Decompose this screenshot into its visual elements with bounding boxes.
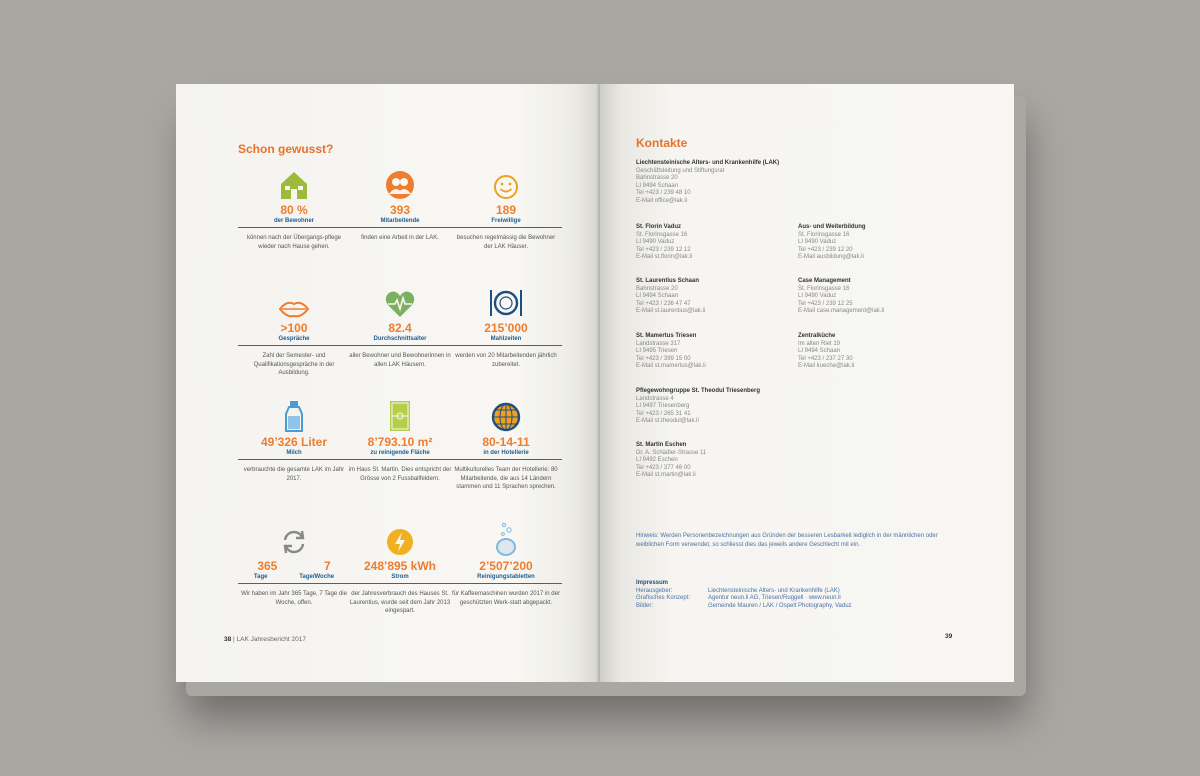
impressum-row: [636, 588, 852, 596]
impressum-key: Bilder:: [636, 602, 654, 609]
stat-desc: werden von 20 Mitarbeitenden jährlich zubereitet.: [455, 353, 557, 368]
stat-value: 215’000: [484, 321, 528, 335]
stat-volunteers: [446, 166, 566, 251]
milk-bottle-icon: [234, 398, 354, 432]
stat-label: [238, 573, 350, 584]
impressum-row: [636, 603, 852, 611]
page-title: Schon gewusst?: [238, 142, 334, 156]
house-icon: [234, 166, 354, 200]
contact-line: Tel +423 / 399 15 00: [636, 355, 691, 362]
contact-line: Landstrasse 4: [636, 395, 674, 402]
stat-desc: besuchen regelmässig die Bewohner der LAK Häuser.: [456, 235, 556, 250]
stat-label: Strom: [344, 573, 456, 584]
stat-average-age: [340, 284, 460, 369]
stat-label: Mahlzeiten: [450, 335, 562, 346]
contact-line: Landstrasse 317: [636, 340, 681, 347]
lightning-icon: [340, 522, 460, 556]
stat-label-week: Tage/Woche: [299, 574, 335, 580]
stat-value: 49’326 Liter: [260, 435, 328, 449]
stat-talks: [234, 284, 354, 378]
page-number: 38: [224, 636, 232, 643]
stat-desc: für Kaffeemaschinen wurden 2017 in der geschützten Werk-statt abgepackt.: [452, 591, 560, 606]
contact-line: E-Mail st.martin@lak.li: [636, 472, 696, 479]
hint-note: Hinweis: Werden Personenbezeichnungen aus Gründen der besseren Lesbarkeit lediglich in der männlichen oder weiblichen Form verwendet, so schliesst dies das jeweils andere Geschlecht mit ein.: [636, 533, 938, 548]
contact-name: Case Management: [798, 278, 851, 284]
impressum-heading: Impressum: [636, 580, 669, 586]
stat-label: Freiwillige: [450, 217, 562, 228]
contact-line: LI 9495 Triesen: [636, 348, 678, 355]
contact-line: St. Florinsgasse 16: [798, 285, 850, 292]
contact-line: LI 9490 Vaduz: [636, 239, 675, 246]
page-title: Kontakte: [636, 136, 688, 150]
contact-line: Tel +423 / 239 48 10: [636, 190, 691, 197]
footer-separator: |: [233, 636, 235, 643]
contact-block-st-martin: [636, 442, 816, 480]
contact-name: Liechtensteinische Alters- und Krankenhilfe (LAK): [636, 160, 780, 166]
contact-line: LI 9492 Eschen: [636, 457, 678, 464]
contact-line: Geschäftsleitung und Stiftungsrat: [636, 167, 725, 174]
lips-icon: [234, 284, 354, 318]
stat-label-days: Tage: [253, 574, 268, 580]
contact-line: Bahnstrasse 20: [636, 285, 678, 292]
stat-label: in der Hotellerie: [450, 449, 562, 460]
contact-line: St. Florinsgasse 16: [636, 231, 688, 238]
contact-line: E-Mail kueche@lak.li: [798, 363, 855, 370]
stat-desc: Wir haben im Jahr 365 Tage, 7 Tage die Woche, offen.: [241, 591, 347, 606]
contact-name: St. Laurentius Schaan: [636, 278, 700, 284]
plate-cutlery-icon: [446, 284, 566, 318]
stat-value: 8’793.10 m²: [367, 435, 433, 449]
stat-label: der Bewohner: [238, 217, 350, 228]
contact-block-st-theodul: [636, 388, 836, 426]
smiley-icon: [446, 166, 566, 200]
contact-line: Tel +423 / 377 46 00: [636, 464, 691, 471]
stat-desc: Zahl der Semester- und Qualifikationsgespräche in der Ausbildung.: [253, 353, 335, 376]
stat-hotellerie: [446, 398, 566, 492]
stat-cleaning-tablets: [446, 522, 566, 607]
football-field-icon: [340, 398, 460, 432]
impressum-value: Liechtensteinische Alters- und Krankenhilfe (LAK): [708, 587, 840, 594]
stat-desc: finden eine Arbeit in der LAK.: [361, 235, 439, 241]
contact-line: Tel +423 / 237 27 30: [798, 355, 853, 362]
contact-line: Bahnstrasse 20: [636, 175, 678, 182]
contact-name: Pflegewohngruppe St. Theodul Triesenberg: [636, 388, 761, 394]
stat-label: Gespräche: [238, 335, 350, 346]
contact-block-lak: [636, 160, 836, 206]
stat-desc: der Jahresverbrauch des Hauses St. Laurentius, wurde seit dem Jahr 2013 eingespart.: [349, 591, 451, 614]
stat-desc: im Haus St. Martin. Dies entspricht der Grösse von 2 Fussballfeldern.: [348, 467, 452, 482]
contact-line: E-Mail case.management@lak.li: [798, 308, 885, 315]
contact-block-st-mamertus: [636, 333, 816, 371]
contact-line: Dr. A. Schädler-Strasse 11: [636, 449, 707, 456]
contact-block-st-florin: [636, 224, 816, 262]
impressum-value: Gemeinde Mauren / LAK / Ospelt Photography, Vaduz: [708, 602, 852, 609]
contact-line: LI 9490 Vaduz: [798, 239, 837, 246]
contact-line: E-Mail st.florin@lak.li: [636, 254, 693, 261]
contact-name: St. Martin Eschen: [636, 442, 687, 448]
stat-value: 80 %: [280, 203, 308, 217]
impressum-value: Agentur neun.li AG, Triesen/Ruggell · www.neun.li: [708, 595, 841, 602]
contact-line: Tel +423 / 239 12 20: [798, 246, 853, 253]
stat-label: zu reinigende Fläche: [344, 449, 456, 460]
stat-milk: [234, 398, 354, 483]
right-page: [600, 84, 1014, 682]
contact-block-st-laurentius: [636, 278, 816, 316]
contact-name: St. Mamertus Triesen: [636, 333, 697, 339]
contact-line: E-Mail st.mamertus@lak.li: [636, 363, 706, 370]
left-page: [176, 84, 600, 682]
stat-residents: [234, 166, 354, 251]
stat-desc: Multikulturelles Team der Hotellerie: 80 Mitarbeitende, die aus 14 Ländern stammen und 11 Sprachen sprechen.: [454, 467, 558, 490]
stat-value: 2’507’200: [479, 559, 533, 573]
impressum-key: Grafisches Konzept:: [636, 595, 691, 602]
stat-employees: [340, 166, 460, 243]
contact-block-ausbildung: [798, 224, 978, 262]
contact-line: LI 9494 Schaan: [636, 293, 679, 300]
contact-line: E-Mail office@lak.li: [636, 197, 687, 204]
stat-value: 393: [389, 203, 411, 217]
contact-block-zentralkueche: [798, 333, 978, 371]
stat-desc: aller Bewohner und Bewohnerinnen in allen LAK Häusern.: [349, 353, 451, 368]
contact-line: Tel +423 / 265 31 41: [636, 410, 691, 417]
contact-line: Tel +423 / 239 12 12: [636, 246, 691, 253]
contact-name: Aus- und Weiterbildung: [798, 224, 866, 230]
stat-electricity: [340, 522, 460, 616]
contact-line: E-Mail st.laurentius@lak.li: [636, 308, 706, 315]
cycle-arrows-icon: [234, 522, 354, 556]
globe-icon: [446, 398, 566, 432]
people-icon: [340, 166, 460, 200]
impressum-key: Herausgeber:: [636, 587, 673, 594]
contact-line: LI 9497 Triesenberg: [636, 403, 690, 410]
stat-value-days: 365: [257, 559, 278, 573]
contact-line: Tel +423 / 239 12 25: [798, 300, 853, 307]
stat-desc: können nach der Übergangs-pflege wieder nach Hause gehen.: [246, 235, 342, 250]
contact-line: LI 9494 Schaan: [636, 182, 679, 189]
impressum: [636, 580, 852, 610]
stat-label: Reinigungstabletten: [450, 573, 562, 584]
stat-value: >100: [280, 321, 308, 335]
contact-block-case-management: [798, 278, 978, 316]
stat-value: 80-14-11: [482, 435, 530, 449]
stat-value-week: 7: [323, 559, 331, 573]
contact-line: Im alten Riet 19: [798, 340, 841, 347]
stat-value: 82.4: [388, 321, 412, 335]
stat-desc: verbrauchte die gesamte LAK im Jahr 2017.: [243, 467, 345, 482]
stat-label: Milch: [238, 449, 350, 460]
page-footer: [224, 636, 306, 643]
contact-line: E-Mail st.theodul@lak.li: [636, 418, 699, 425]
contact-line: LI 9494 Schaan: [798, 348, 841, 355]
tablet-fizz-icon: [446, 522, 566, 556]
impressum-row: [636, 595, 852, 603]
stat-meals: [446, 284, 566, 369]
contact-line: St. Florinsgasse 16: [798, 231, 850, 238]
contact-line: Tel +423 / 236 47 47: [636, 300, 691, 307]
stat-label: Durchschnittsalter: [344, 335, 456, 346]
stat-opening-days: [234, 522, 354, 607]
stat-value: 248’895 kWh: [363, 559, 437, 573]
contact-line: E-Mail ausbildung@lak.li: [798, 254, 864, 261]
stat-label: Mitarbeitende: [344, 217, 456, 228]
stat-cleaning-area: [340, 398, 460, 483]
contact-name: Zentralküche: [798, 333, 836, 339]
heart-pulse-icon: [340, 284, 460, 318]
contact-name: St. Florin Vaduz: [636, 224, 682, 230]
contact-line: LI 9490 Vaduz: [798, 293, 837, 300]
page-number: 39: [945, 633, 953, 640]
stat-value: 189: [495, 203, 517, 217]
footer-text: LAK Jahresbericht 2017: [236, 636, 306, 643]
